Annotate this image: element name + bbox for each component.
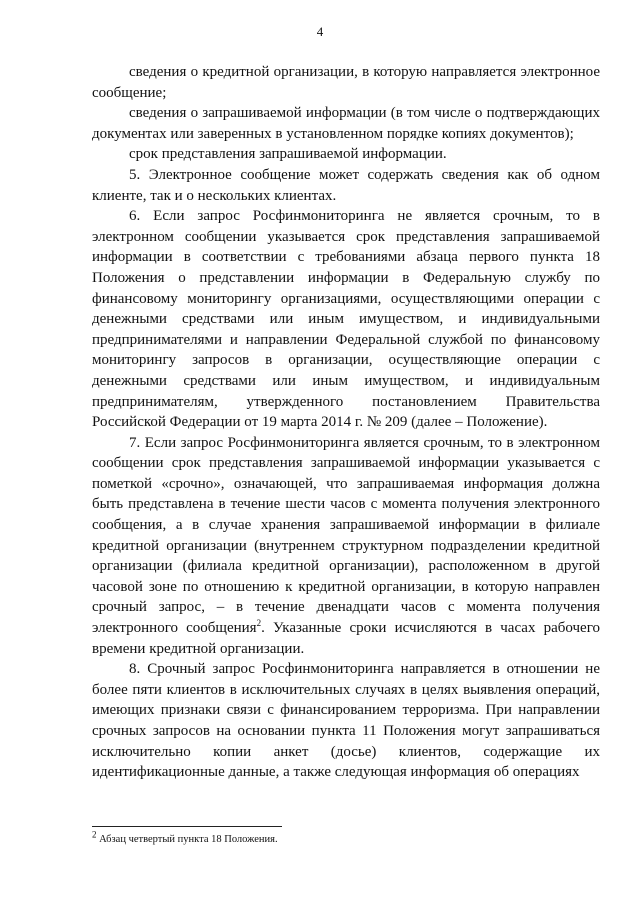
paragraph-item-7-tail: . Указанные сроки исчисляются в часах рабочего времени кредитной организации. [92, 620, 600, 657]
paragraph-requested-info: сведения о запрашиваемой информации (в том числе о подтверждающих документах или заверенных в установленном порядке копиях документов); [92, 105, 600, 142]
footnote-marker: 2 [92, 829, 97, 840]
page-number: 4 [316, 24, 324, 39]
document-body [92, 62, 600, 783]
footnote [92, 829, 600, 846]
paragraph-credit-org-info: сведения о кредитной организации, в которую направляется электронное сообщение; [92, 64, 600, 101]
paragraph-deadline: срок представления запрашиваемой информации. [129, 146, 447, 163]
paragraph-item-6: 6. Если запрос Росфинмониторинга не является срочным, то в электронном сообщении указывается срок представления запрашиваемой информации в соответствии с требованиями абзаца первого пункта 18 Положения о представлении информации в Федеральную службу по финансовому мониторингу организациями, осуществляющими операции с денежными средствами или иным имуществом, и индивидуальными предпринимателями и направлении Федеральной службой по финансовому мониторингу запросов в организации, осуществляющие операции с денежными средствами или иным имуществом, и индивидуальным предпринимателям, утвержденного постановлением Правительства Российской Федерации от 19 марта 2014 г. № 209 (далее – Положение). [92, 208, 600, 431]
paragraph-item-7 [92, 433, 600, 660]
paragraph-item-5: 5. Электронное сообщение может содержать сведения как об одном клиенте, так и о нескольких клиентах. [92, 166, 600, 204]
paragraph-item-7-text: 7. Если запрос Росфинмониторинга является срочным, то в электронном сообщении срок представления запрашиваемой информации указывается с пометкой «срочно», означающей, что запрашиваемая информация должна быть представлена в течение шести часов с момента получения электронного сообщения, а в случае хранения запрашиваемой информации в филиале кредитной организации (внутреннем структурном подразделении кредитной организации (филиала кредитной организации), расположенном в другой часовой зоне по отношению к кредитной организации, в которую направлен срочный запрос, – в течение двенадцати часов с момента получения электронного сообщения [92, 434, 600, 637]
footnote-reference: 2 [256, 618, 262, 629]
paragraph-item-8: 8. Срочный запрос Росфинмониторинга направляется в отношении не более пяти клиентов в исключительных случаях в целях выявления операций, имеющих признаки связи с финансированием терроризма. При направлении срочных запросов на основании пункта 11 Положения могут запрашиваться исключительно копии анкет (досье) клиентов, содержащие их идентификационные данные, а также следующая информация об операциях [92, 661, 600, 781]
footnote-text: Абзац четвертый пункта 18 Положения. [96, 834, 278, 845]
footnote-divider [92, 826, 282, 827]
